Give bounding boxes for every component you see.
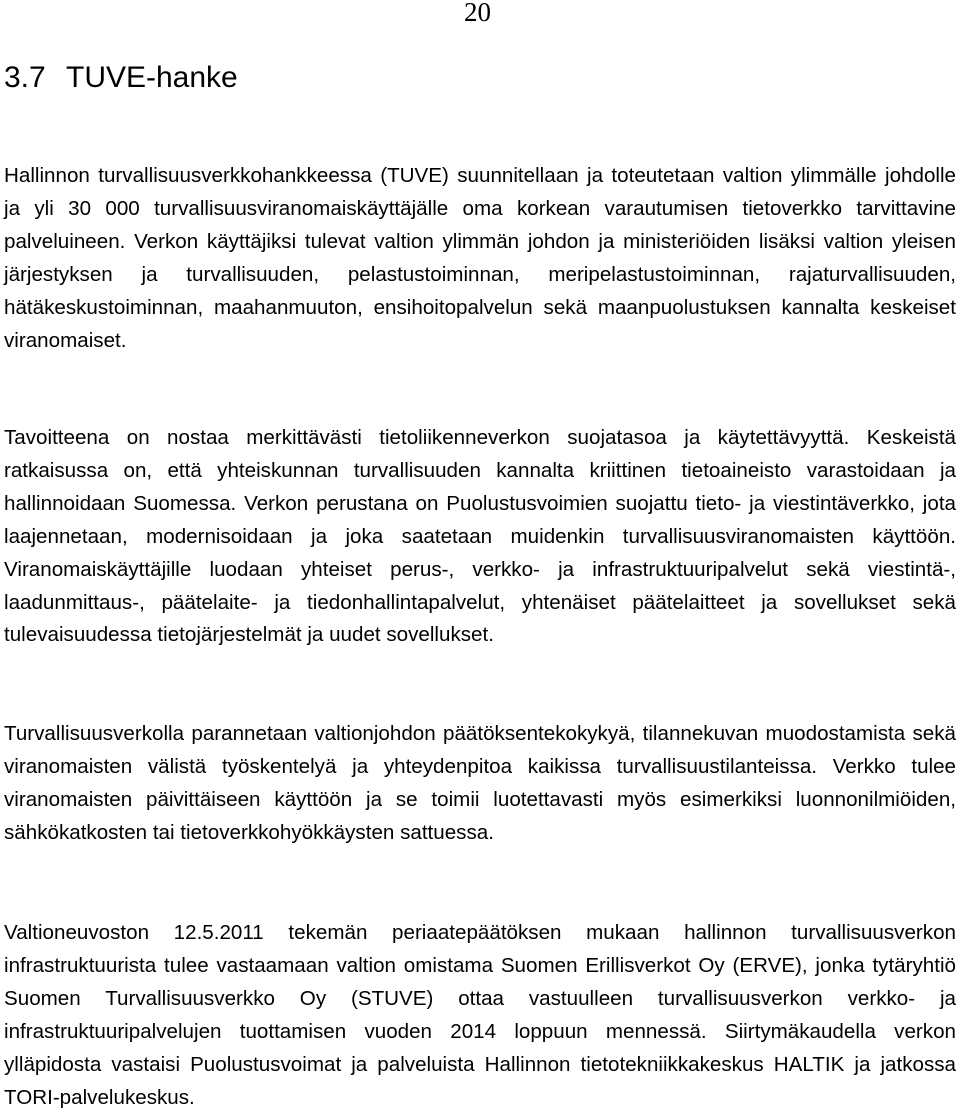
body-paragraph: Turvallisuusverkolla parannetaan valtionjohdon päätöksentekokykyä, tilannekuvan muodostamista sekä viranomaisten välistä työskentelyä ja yhteydenpitoa kaikissa turvallisuustilanteissa. Verkko tulee viranomaisten päivittäiseen käyttöön ja se toimii luotettavasti myös esimerkiksi luonnonilmiöiden, sähkökatkosten tai tietoverkkohyökkäysten sattuessa. (4, 722, 956, 844)
page-number: 20 (464, 0, 491, 27)
section-number: 3.7 (4, 61, 46, 94)
body-paragraph: Valtioneuvoston 12.5.2011 tekemän periaatepäätöksen mukaan hallinnon turvallisuusverkon infrastruktuurista tulee vastaamaan valtion omistama Suomen Erillisverkot Oy (ERVE), jonka tytäryhtiö Suomen Turvallisuusverkko Oy (STUVE) ottaa vastuulleen turvallisuusverkon verkko- ja infrastruktuuripalvelujen tuottamisen vuoden 2014 loppuun mennessä. Siirtymäkaudella verkon ylläpidosta vastaisi Puolustusvoimat ja palveluista Hallinnon tietotekniikkakeskus HALTIK ja jatkossa TORI-palvelukeskus. (4, 921, 956, 1109)
section-heading (4, 60, 238, 96)
body-paragraph: Tavoitteena on nostaa merkittävästi tietoliikenneverkon suojatasoa ja käytettävyyttä. Keskeistä ratkaisussa on, että yhteiskunnan turvallisuuden kannalta kriittinen tietoaineisto varastoidaan ja hallinnoidaan Suomessa. Verkon perustana on Puolustusvoimien suojattu tieto- ja viestintäverkko, jota laajennetaan, modernisoidaan ja joka saatetaan muidenkin turvallisuusviranomaisten käyttöön. Viranomaiskäyttäjille luodaan yhteiset perus-, verkko- ja infrastruktuuripalvelut sekä viestintä-, laadunmittaus-, päätelaite- ja tiedonhallintapalvelut, yhtenäiset päätelaitteet ja sovellukset sekä tulevaisuudessa tietojärjestelmät ja uudet sovellukset. (4, 426, 956, 647)
section-title: TUVE-hanke (66, 61, 238, 94)
body-paragraph: Hallinnon turvallisuusverkkohankkeessa (TUVE) suunnitellaan ja toteutetaan valtion ylimmälle johdolle ja yli 30 000 turvallisuusviranomaiskäyttäjälle oma korkean varautumisen tietoverkko tarvittavine palveluineen. Verkon käyttäjiksi tulevat valtion ylimmän johdon ja ministeriöiden lisäksi valtion yleisen järjestyksen ja turvallisuuden, pelastustoiminnan, meripelastustoiminnan, rajaturvallisuuden, hätäkeskustoiminnan, maahanmuuton, ensihoitopalvelun sekä maanpuolustuksen kannalta keskeiset viranomaiset. (4, 164, 956, 352)
